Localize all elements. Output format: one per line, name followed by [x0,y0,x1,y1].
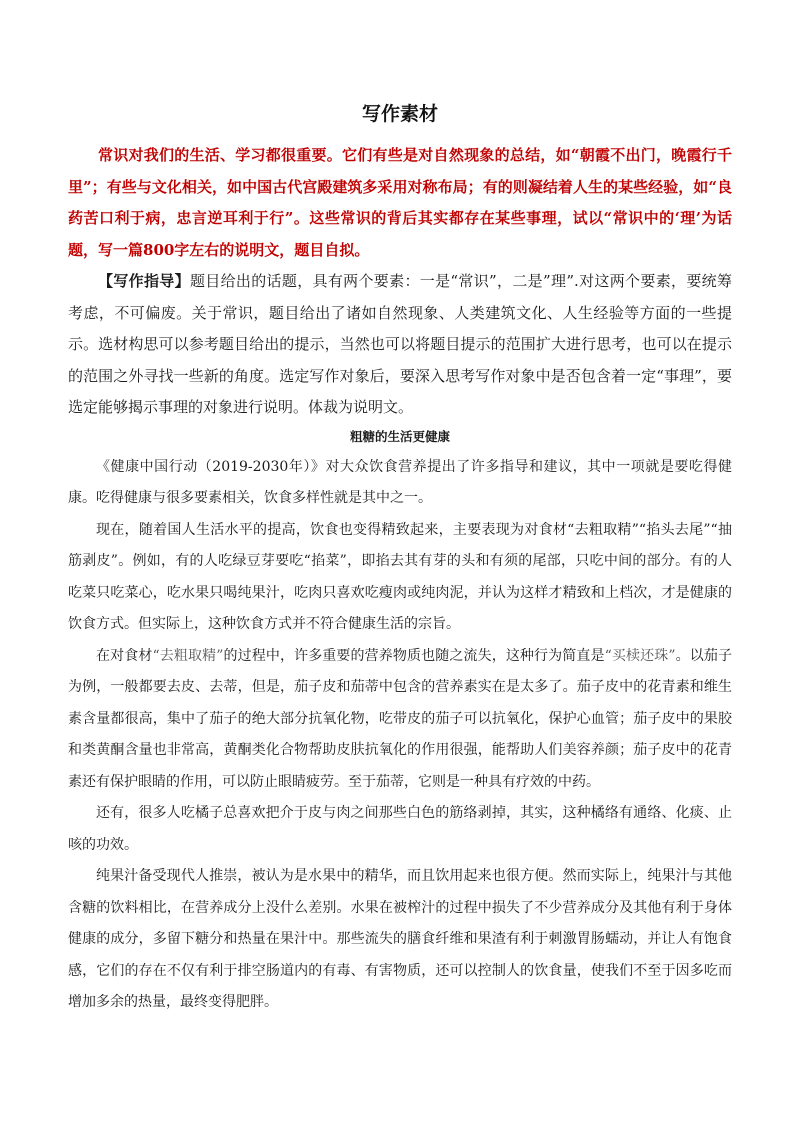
essay-paragraph-3-part-3: 。以 [675,647,704,664]
essay-paragraph-3-part-4: 茄子为例，一般都要去皮、去蒂，但是，茄子皮和茄蒂中包含的营养素实在是太多了。茄子皮中的花青素和维生素含量都很高，集中了茄子的绝大部分抗氧化物，吃带皮的茄子可以抗氧化，保护心血管；茄子皮中的果胶和类黄酮含量也非常高，黄酮类化合物帮助皮肤抗氧化的作用很强，能帮助人们美容养颜；茄子皮中的花青素还有保护眼睛的作用，可以防止眼睛疲劳。至于茄蒂，它则是一种具有疗效的中药。 [68,647,733,790]
essay-paragraph-3-part-2: 的过程中，许多重要的营养物质也随之流失，这种行为简直是 [223,647,605,664]
writing-guide [68,266,732,424]
essay-paragraph-3-part-1: 在对食材 [96,647,153,664]
writing-prompt: 常识对我们的生活、学习都很重要。它们有些是对自然现象的总结，如“朝霞不出门，晚霞行千里”；有些与文化相关，如中国古代宫殿建筑多采用对称布局；有的则凝结着人生的某些经验，如“良药苦口利于病，忠言逆耳利于行”。这些常识的背后其实都存在某些事理，试以“常识中的‘理’为话题，写一篇800字左右的说明文，题目自拟。 [68,146,732,259]
essay-paragraph-2: 现在，随着国人生活水平的提高，饮食也变得精致起来，主要表现为对食材“去粗取精”“掐头去尾”“抽筋剥皮”。例如，有的人吃绿豆芽要吃“掐菜”，即掐去其有芽的头和有须的尾部，只吃中间的部分。有的人吃菜只吃菜心，吃水果只喝纯果汁，吃肉只喜欢吃瘦肉或纯肉泥，并认为这样才精致和上档次，才是健康的饮食方式。但实际上，这种饮食方式并不符合健康生活的宗旨。 [68,521,732,632]
essay-paragraph-4: 还有，很多人吃橘子总喜欢把介于皮与肉之间那些白色的筋络剥掉，其实，这种橘络有通络、化痰、止咳的功效。 [68,805,732,853]
essay-paragraph-3 [68,641,732,799]
document-page [68,100,732,1019]
essay-paragraph-1: 《健康中国行动（2019-2030年）》对大众饮食营养提出了许多指导和建议，其中一项就是要吃得健康。吃得健康与很多要素相关，饮食多样性就是其中之一。 [68,458,732,506]
essay-title: 粗糖的生活更健康 [349,428,450,444]
essay-paragraph-5: 纯果汁备受现代人推崇，被认为是水果中的精华，而且饮用起来也很方便。然而实际上，纯果汁与其他含糖的饮料相比，在营养成分上没什么差别。水果在被榨汁的过程中损失了不少营养成分及其他有利于身体健康的成分，多留下糖分和热量在果汁中。那些流失的膳食纤维和果渣有利于刺激胃肠蠕动，并让人有饱食感，它们的存在不仅有利于排空肠道内的有毒、有害物质，还可以控制人的饮食量，使我们不至于因多吃而增加多余的热量，最终变得肥胖。 [68,868,732,1010]
essay-quote-maidu-huanzhu: “买椟还珠” [604,647,676,664]
writing-guide-tag: 【写作指导】 [98,272,190,290]
writing-guide-text: 题目给出的话题，具有两个要素：一是“常识”，二是”理”.对这两个要素，要统筹考虑，不可偏废。关于常识，题目给出了诸如自然现象、人类建筑文化、人生经验等方面的一些提示。选材构思可以参考题目给出的提示，当然也可以将题目提示的范围扩大进行思考，也可以在提示的范围之外寻找一些新的角度。选定写作对象后，要深入思考写作对象中是否包含着一定“事理”，要选定能够揭示事理的对象进行说明。体裁为说明文。 [68,272,732,416]
document-title: 写作素材 [361,103,438,125]
essay-quote-qucu-qujing: “去粗取精” [152,647,224,664]
